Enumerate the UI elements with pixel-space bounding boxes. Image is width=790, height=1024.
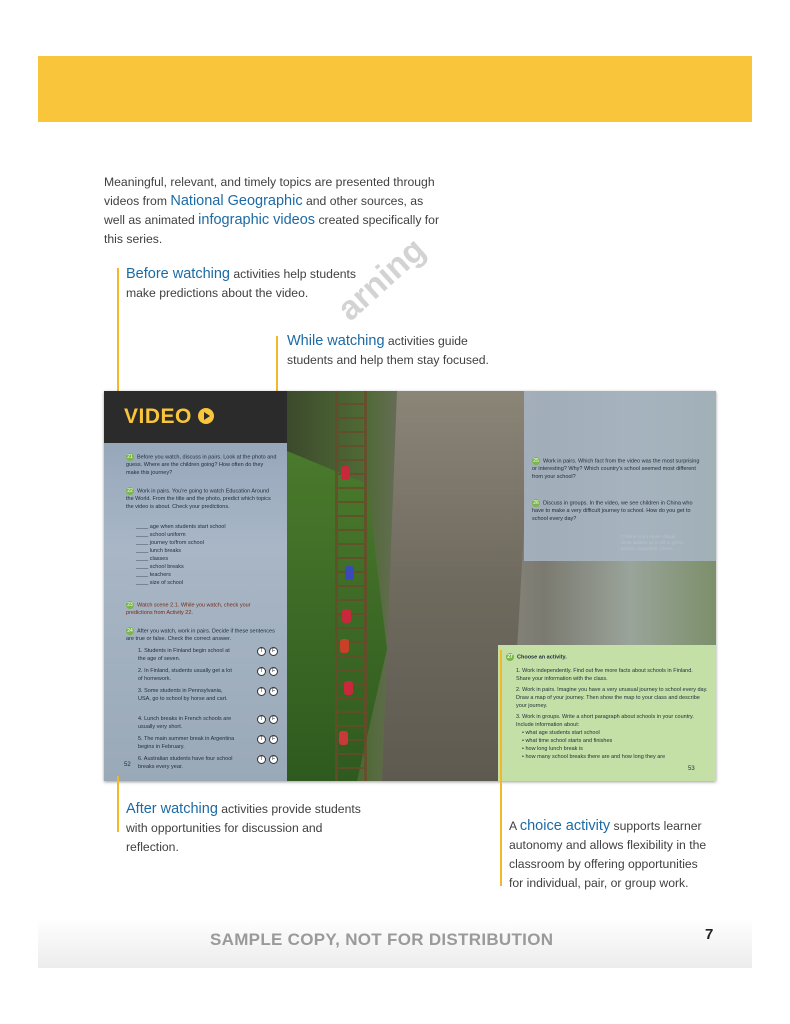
activity-22: 22 Work in pairs. You're going to watch Education Around the World. From the title and the photo, predict which topics the video is about. Check your predictions. [126, 488, 271, 511]
topic-item: ____ size of school [136, 580, 184, 586]
sample-copy-notice: SAMPLE COPY, NOT FOR DISTRIBUTION [210, 930, 554, 949]
topic-item: ____ school breaks [136, 564, 184, 570]
topic-item: ____ age when students start school [136, 524, 226, 530]
child-figure [345, 566, 354, 580]
choice-item: 3. Work in groups. Write a short paragraph about schools in your country. Include information about: [516, 714, 694, 728]
child-figure [344, 681, 353, 695]
topic-item: ____ teachers [136, 572, 171, 578]
choice-bullet: • how many school breaks there are and how long they are [522, 754, 666, 760]
choice-bullet: • how long lunch break is [522, 746, 583, 752]
header-banner [38, 56, 752, 122]
child-figure [341, 466, 350, 480]
child-figure [342, 609, 351, 623]
book-spread [104, 391, 716, 781]
page-number-right: 53 [688, 766, 695, 772]
choice-bullet: • what age students start school [522, 730, 600, 736]
statement-row: 5. The main summer break in Argentina begins in February. T F [138, 735, 278, 755]
activity-23: 23 Watch scene 2.1. While you watch, check your predictions from Activity 22. [126, 602, 251, 617]
true-false-list [138, 647, 278, 775]
before-watching-callout: Before watching activities help students make predictions about the video. [126, 266, 356, 300]
video-title: VIDEO [124, 405, 214, 429]
topic-item: ____ classes [136, 556, 169, 562]
topic-item: ____ lunch breaks [136, 548, 181, 554]
page-number: 7 [705, 926, 714, 943]
activity-27: 27 Choose an activity. [507, 654, 567, 661]
left-page [104, 391, 287, 781]
statement-row: 2. In Finland, students usually get a lot of homework. T F [138, 667, 278, 687]
statement-row: 1. Students in Finland begin school at the age of seven. T F [138, 647, 278, 667]
watermark: arning [330, 230, 433, 329]
activity-26: 26 Discuss in groups. In the video, we see children in China who have to make a very difficult journey to school. How do you get to school every day? [532, 500, 693, 523]
statement-row: 3. Some students in Pennsylvania, USA, go to school by horse and cart. T F [138, 687, 278, 715]
choice-activity-line [500, 650, 502, 886]
national-geographic-highlight: National Geographic [170, 193, 303, 209]
choice-item: 2. Work in pairs. Imagine you have a very unusual journey to school every day. Draw a map of your journey. Then show the map to your class and describe your journey. [516, 687, 708, 709]
video-header [104, 391, 287, 443]
right-page-top [524, 391, 716, 561]
activity-25: 25 Work in pairs. Which fact from the video was the most surprising or interesting? Why? Which country's school seemed most different from your school? [532, 458, 700, 481]
choice-activity-callout: A choice activity supports learner autonomy and allows flexibility in the classroom by offering opportunities for individual, pair, or group work. [509, 818, 707, 890]
statement-row: 6. Australian students have four school breaks every year. T F [138, 755, 278, 775]
intro-paragraph: Meaningful, relevant, and timely topics are presented through videos from National Geographic and other sources, as well as animated infographic videos created specifically for this series. [104, 175, 440, 246]
topics-list [136, 523, 276, 587]
topic-item: ____ journey to/from school [136, 540, 204, 546]
activity-24: 24 After you watch, work in pairs. Decide if these sentences are true or false. Check the correct answer. [126, 628, 275, 643]
topic-item: ____ school uniform [136, 532, 186, 538]
choice-list [516, 667, 708, 761]
child-figure [339, 731, 348, 745]
child-figure [340, 639, 349, 653]
after-watching-line [117, 776, 119, 832]
choice-item: 1. Work independently. Find out five more facts about schools in Finland. Share your information with the class. [516, 668, 693, 682]
page-number-left: 52 [124, 762, 131, 768]
while-watching-callout: While watching activities guide students and help them stay focused. [287, 333, 489, 367]
choice-bullet: • what time school starts and finishes [522, 738, 613, 744]
activity-21: 21 Before you watch, discuss in pairs. Look at the photo and guess. Where are the children going? How often do they make this journey? [126, 454, 277, 477]
ladder [335, 391, 367, 781]
statement-row: 4. Lunch breaks in French schools are usually very short. T F [138, 715, 278, 735]
play-icon [198, 408, 214, 424]
after-watching-callout: After watching activities provide students with opportunities for discussion and reflection. [126, 801, 361, 854]
infographic-highlight: infographic videos [198, 212, 316, 228]
choice-activity-box [498, 645, 716, 781]
